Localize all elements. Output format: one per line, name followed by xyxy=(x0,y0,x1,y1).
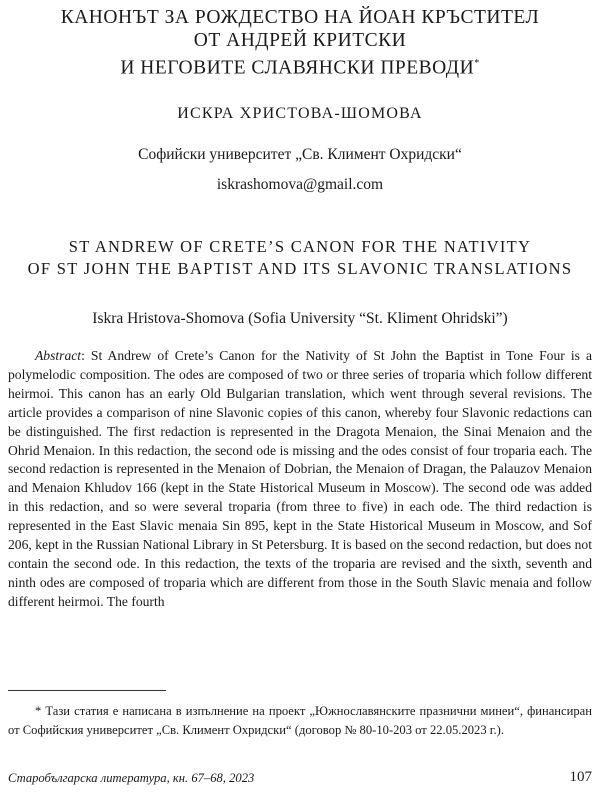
title-footnote-marker: * xyxy=(474,58,480,69)
footnote-divider xyxy=(8,690,166,691)
author-name-bulgarian: ИСКРА ХРИСТОВА-ШОМОВА xyxy=(177,105,423,122)
title-bg-line-2: ОТ АНДРЕЙ КРИТСКИ xyxy=(193,30,407,51)
title-en-line-2: OF ST JOHN THE BAPTIST AND ITS SLAVONIC TRANSLATIONS xyxy=(27,259,573,278)
abstract-paragraph xyxy=(8,347,592,612)
author-email[interactable]: iskrashomova@gmail.com xyxy=(216,176,384,193)
article-title-bulgarian xyxy=(20,6,580,80)
abstract-text: : St Andrew of Crete’s Canon for the Nativity of St John the Baptist in Tone Four is a polymelodic composition. The odes are composed of two or three series of troparia which follow different heirmoi. This canon has an early Old Bulgarian translation, which went through several revisions. The article provides a comparison of nine Slavonic copies of this canon, whereby four Slavonic redactions can be distinguished. The first redaction is represented in the Dragota Menaion, the Sinai Menaion and the Ohrid Menaion. In this redaction, the second ode is missing and the odes consist of four troparia each. The second redaction is represented in the Menaion of Dobrian, the Menaion of Dragan, the Palauzov Menaion and Menaion Khludov 166 (kept in the State Historical Museum in Moscow). The second ode was added in this redaction, and so were several troparia (from three to five) in each ode. The third redaction is represented in the East Slavic menaia Sin 895, kept in the State Historical Museum in Moscow, and Sof 206, kept in the Russian National Library in St Petersburg. It is based on the second redaction, but does not contain the second ode. In this redaction, the texts of the troparia are revised and the sixth, seventh and ninth odes are composed of troparia which are different from those in the South Slavic menaia and follow different heirmoi. The fourth xyxy=(8,348,592,609)
page-number: 107 xyxy=(569,769,592,785)
title-bg-line-1: КАНОНЪТ ЗА РОЖДЕСТВО НА ЙОАН КРЪСТИТЕЛ xyxy=(60,7,540,28)
journal-citation: Старобългарска литература, кн. 67–68, 2023 xyxy=(8,771,255,785)
author-affiliation-bulgarian: Софийски университет „Св. Климент Охридски“ xyxy=(138,146,462,163)
title-en-line-1: ST ANDREW OF CRETE’S CANON FOR THE NATIVITY xyxy=(68,237,532,256)
author-name-english: Iskra Hristova-Shomova (Sofia University “St. Kliment Ohridski”) xyxy=(92,310,508,327)
article-title-english xyxy=(20,236,580,280)
title-bg-line-3-text: И НЕГОВИТЕ СЛАВЯНСКИ ПРЕВОДИ xyxy=(120,57,475,79)
abstract-label: Abstract xyxy=(35,348,82,363)
title-bg-line-3 xyxy=(20,52,580,80)
footnote-text: * Тази статия е написана в изпълнение на проект „Южнославянските празнични минеи“, финансиран от Софийския университет „Св. Климент Охридски“ (договор № 80-10-203 от 22.05.2023 г.). xyxy=(8,704,592,737)
